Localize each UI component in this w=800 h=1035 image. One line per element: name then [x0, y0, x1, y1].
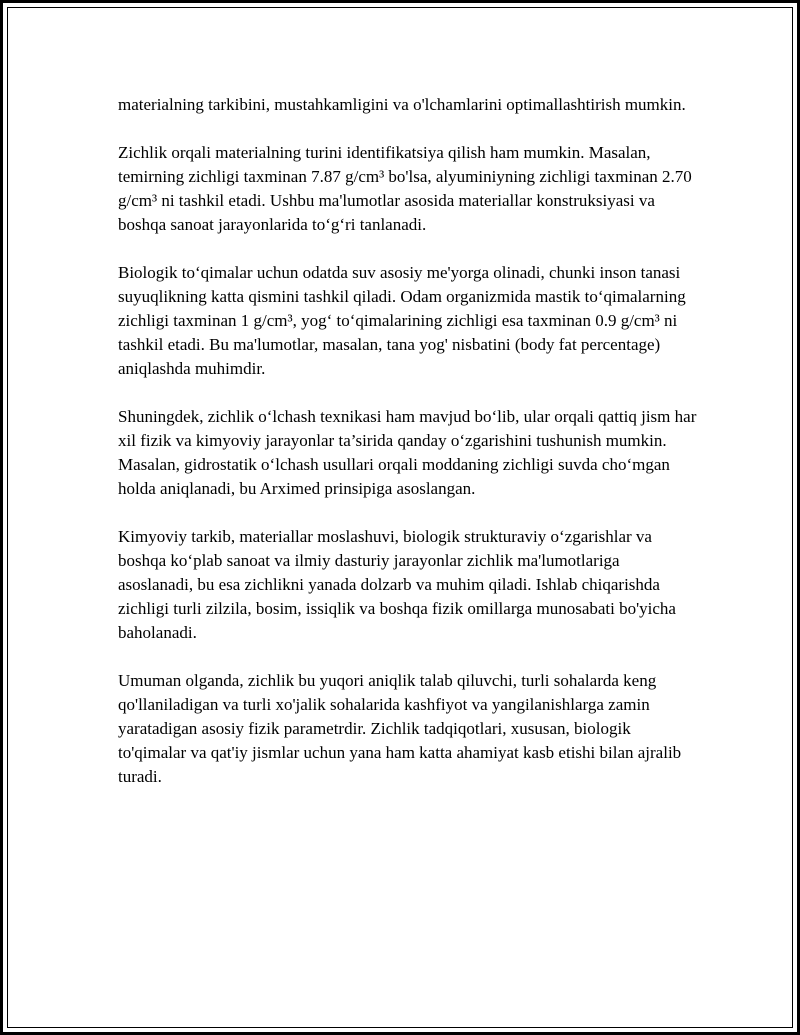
paragraph: Umuman olganda, zichlik bu yuqori aniqlik talab qiluvchi, turli sohalarda keng qo'llaniladigan va turli xo'jalik sohalarida kashfiyot va yangilanishlarga zamin yaratadigan asosiy fizik parametrdir. Zichlik tadqiqotlari, xususan, biologik to'qimalar va qat'iy jismlar uchun yana ham katta ahamiyat kasb etishi bilan ajralib turadi. [118, 671, 682, 786]
paragraph: Shuningdek, zichlik o‘lchash texnikasi ham mavjud bo‘lib, ular orqali qattiq jism har xil fizik va kimyoviy jarayonlar ta’sirida qanday o‘zgarishini tushunish mumkin. Masalan, gidrostatik o‘lchash usullari orqali moddaning zichligi suvda cho‘mgan holda aniqlanadi, bu Arximed prinsipiga asoslangan. [118, 407, 697, 498]
paragraph: materialning tarkibini, mustahkamligini va o'lchamlarini optimallashtirish mumkin. [118, 95, 686, 114]
paragraph: Biologik to‘qimalar uchun odatda suv asosiy me'yorga olinadi, chunki inson tanasi suyuqlikning katta qismini tashkil qiladi. Odam organizmida mastik to‘qimalarning zichligi taxminan 1 g/cm³, yog‘ to‘qimalarining zichligi esa taxminan 0.9 g/cm³ ni tashkil etadi. Bu ma'lumotlar, masalan, tana yog' nisbatini (body fat percentage) aniqlashda muhimdir. [118, 263, 686, 378]
document-body [118, 93, 698, 813]
paragraph: Zichlik orqali materialning turini identifikatsiya qilish ham mumkin. Masalan, temirning zichligi taxminan 7.87 g/cm³ bo'lsa, alyuminiyning zichligi taxminan 2.70 g/cm³ ni tashkil etadi. Ushbu ma'lumotlar asosida materiallar konstruksiyasi va boshqa sanoat jarayonlarida to‘g‘ri tanlanadi. [118, 143, 692, 234]
paragraph: Kimyoviy tarkib, materiallar moslashuvi, biologik strukturaviy o‘zgarishlar va boshqa ko‘plab sanoat va ilmiy dasturiy jarayonlar zichlik ma'lumotlariga asoslanadi, bu esa zichlikni yanada dolzarb va muhim qiladi. Ishlab chiqarishda zichligi turli zilzila, bosim, issiqlik va boshqa fizik omillarga munosabati bo'yicha baholanadi. [118, 527, 676, 642]
